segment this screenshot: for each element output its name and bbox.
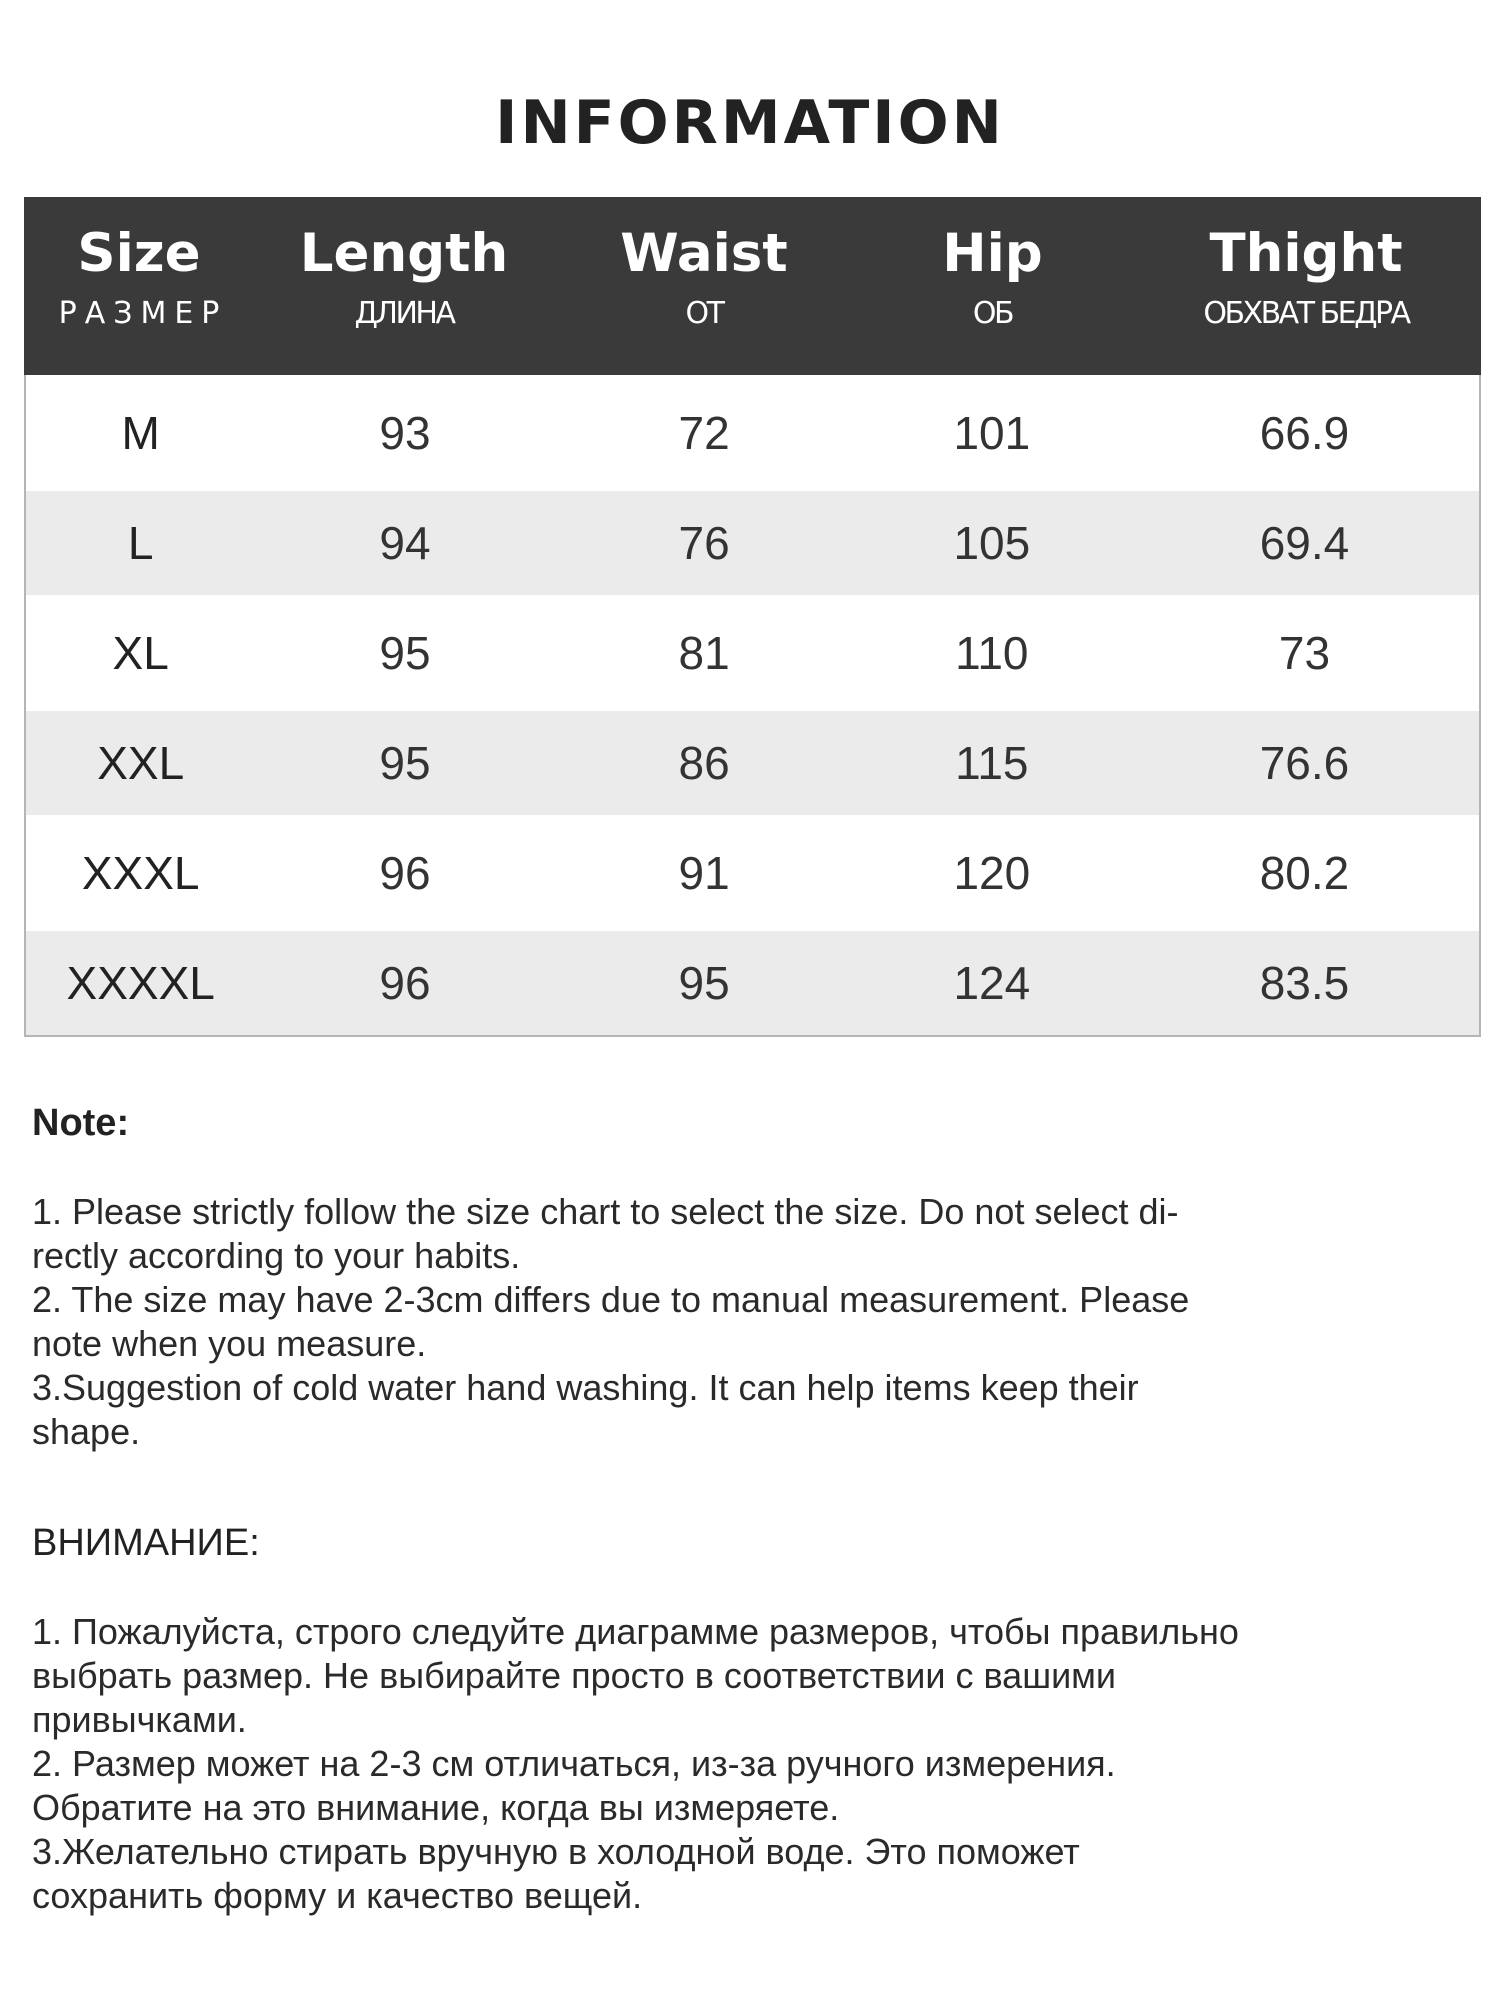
- table-header: [24, 197, 1481, 375]
- note-english: [32, 1100, 1452, 1454]
- measurement-cell: 120: [953, 847, 1031, 899]
- column-header-sublabel: ОБ: [972, 296, 1013, 331]
- size-chart-table: [24, 197, 1481, 1037]
- note-line: shape.: [32, 1411, 141, 1452]
- column-header-label: Size: [77, 223, 201, 284]
- measurement-cell: 94: [379, 517, 431, 569]
- measurement-cell: 73: [1278, 627, 1331, 679]
- measurement-cell: 80.2: [1259, 847, 1350, 899]
- table-row: [26, 815, 1479, 931]
- size-cell: XXL: [97, 737, 185, 789]
- measurement-cell: 96: [379, 847, 431, 899]
- note-line: 2. Размер может на 2-3 см отличаться, из-за ручного измерения.: [32, 1743, 1116, 1784]
- note-line: 3.Желательно стирать вручную в холодной воде. Это поможет: [32, 1831, 1080, 1872]
- column-header-1: [254, 197, 554, 375]
- note-line: выбрать размер. Не выбирайте просто в соответствии с вашими: [32, 1655, 1117, 1696]
- column-header-sublabel: ДЛИНА: [354, 296, 454, 331]
- measurement-cell: 101: [953, 407, 1031, 459]
- note-line: привычками.: [32, 1699, 247, 1740]
- column-header-label: Hip: [942, 223, 1043, 284]
- size-cell: XL: [112, 627, 169, 679]
- note-line: Обратите на это внимание, когда вы измеряете.: [32, 1787, 840, 1828]
- column-header-label: Waist: [620, 223, 788, 284]
- measurement-cell: 91: [678, 847, 730, 899]
- column-header-2: [554, 197, 854, 375]
- column-header-sublabel: ОБХВАТ БЕДРА: [1203, 296, 1409, 331]
- measurement-cell: 96: [379, 957, 431, 1009]
- column-header-sublabel: ОТ: [685, 296, 723, 331]
- note-line: note when you measure.: [32, 1323, 427, 1364]
- note-russian: [32, 1520, 1452, 1918]
- measurement-cell: 110: [955, 627, 1029, 679]
- note-russian-lines: [32, 1610, 1452, 1918]
- measurement-cell: 66.9: [1259, 407, 1350, 459]
- column-header-3: [854, 197, 1131, 375]
- note-line: 3.Suggestion of cold water hand washing. It can help items keep their: [32, 1367, 1139, 1408]
- column-header-0: [24, 197, 254, 375]
- column-header-label: Length: [299, 223, 509, 284]
- column-header-4: [1131, 197, 1481, 375]
- measurement-cell: 69.4: [1259, 517, 1350, 569]
- table-row: [26, 711, 1479, 815]
- note-line: 2. The size may have 2-3cm differs due to manual measurement. Please: [32, 1279, 1190, 1320]
- measurement-cell: 95: [678, 957, 730, 1009]
- measurement-cell: 76: [678, 517, 730, 569]
- note-line: сохранить форму и качество вещей.: [32, 1875, 643, 1916]
- table-row: [26, 931, 1479, 1035]
- note-heading-ru: ВНИМАНИЕ:: [32, 1522, 260, 1564]
- measurement-cell: 115: [955, 737, 1029, 789]
- page-title: INFORMATION: [495, 88, 1005, 158]
- note-line: 1. Пожалуйста, строго следуйте диаграмме размеров, чтобы правильно: [32, 1611, 1239, 1652]
- column-header-label: Thight: [1209, 223, 1403, 284]
- note-english-lines: [32, 1190, 1452, 1454]
- size-cell: XXXL: [81, 847, 200, 899]
- table-row: [26, 595, 1479, 711]
- note-line: 1. Please strictly follow the size chart to select the size. Do not select di-: [32, 1191, 1179, 1232]
- measurement-cell: 76.6: [1259, 737, 1350, 789]
- note-line: rectly according to your habits.: [32, 1235, 521, 1276]
- column-header-sublabel: РАЗМЕР: [58, 296, 228, 331]
- table-body: [26, 375, 1479, 1035]
- measurement-cell: 105: [953, 517, 1031, 569]
- measurement-cell: 83.5: [1259, 957, 1350, 1009]
- measurement-cell: 81: [678, 627, 730, 679]
- measurement-cell: 95: [379, 737, 431, 789]
- measurement-cell: 72: [678, 407, 730, 459]
- table-row: [26, 375, 1479, 491]
- measurement-cell: 124: [953, 957, 1031, 1009]
- measurement-cell: 95: [379, 627, 431, 679]
- size-cell: M: [121, 407, 160, 459]
- measurement-cell: 86: [678, 737, 730, 789]
- note-heading: Note:: [32, 1102, 130, 1144]
- size-cell: L: [127, 517, 154, 569]
- measurement-cell: 93: [379, 407, 431, 459]
- table-row: [26, 491, 1479, 595]
- size-cell: XXXXL: [66, 957, 215, 1009]
